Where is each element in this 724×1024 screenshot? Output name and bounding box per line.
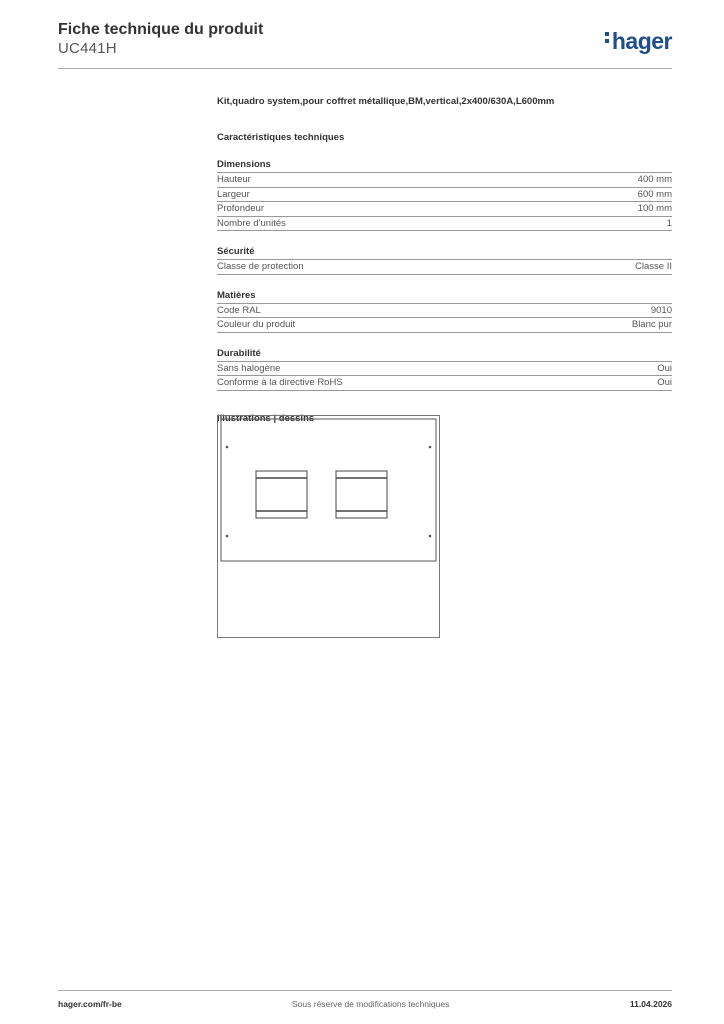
spec-row (217, 260, 672, 275)
hager-logo (605, 28, 672, 55)
spec-value: Blanc pur (631, 319, 672, 330)
characteristics-heading: Caractéristiques techniques (217, 132, 345, 143)
spec-value: Oui (657, 377, 672, 388)
product-drawing (217, 415, 440, 638)
spec-label: Profondeur (217, 203, 265, 214)
product-reference: UC441H (58, 40, 117, 57)
illustrations-heading: Illustrations | dessins (217, 412, 315, 424)
spec-row (217, 362, 672, 377)
spec-row (217, 173, 672, 188)
spec-label: Nombre d'unités (217, 217, 286, 229)
spec-label: Conforme à la directive RoHS (217, 377, 343, 388)
spec-section (217, 290, 672, 333)
spec-value: Classe II (635, 261, 672, 272)
product-drawing-svg (218, 416, 439, 637)
spec-value: 1 (666, 217, 672, 229)
spec-value: 100 mm (637, 203, 672, 214)
header-divider (58, 68, 672, 69)
spec-value: 400 mm (637, 174, 672, 185)
footer-disclaimer: Sous réserve de modifications techniques (292, 999, 450, 1009)
spec-section (217, 246, 672, 275)
footer-divider (58, 990, 672, 991)
spec-row (217, 202, 672, 217)
spec-section-title: Sécurité (217, 246, 672, 260)
spec-section (217, 159, 672, 231)
spec-row (217, 217, 672, 232)
footer-date: 11.04.2026 (629, 999, 672, 1009)
spec-value: 600 mm (637, 188, 672, 200)
spec-label: Couleur du produit (217, 319, 296, 330)
spec-value: 9010 (650, 304, 672, 316)
logo-text: hager (611, 28, 672, 54)
spec-label: Classe de protection (217, 261, 304, 272)
characteristics-sections (217, 159, 672, 391)
spec-value: Oui (657, 362, 672, 374)
spec-section-title: Matières (217, 290, 672, 304)
spec-row (217, 318, 672, 333)
product-description: Kit,quadro system,pour coffret métallique,BM,vertical,2x400/630A,L600mm (217, 96, 555, 107)
spec-section (217, 348, 672, 391)
spec-row (217, 304, 672, 319)
page-title: Fiche technique du produit (58, 21, 264, 38)
spec-section-title: Dimensions (217, 159, 672, 173)
spec-row (217, 188, 672, 203)
spec-label: Code RAL (217, 304, 261, 316)
main-content (217, 96, 672, 424)
spec-row (217, 376, 672, 391)
spec-label: Sans halogène (217, 362, 281, 374)
logo-dots-icon (605, 32, 610, 46)
spec-label: Hauteur (217, 174, 251, 185)
spec-section-title: Durabilité (217, 348, 672, 362)
spec-label: Largeur (217, 188, 250, 200)
footer-website[interactable]: hager.com/fr-be (58, 999, 122, 1009)
